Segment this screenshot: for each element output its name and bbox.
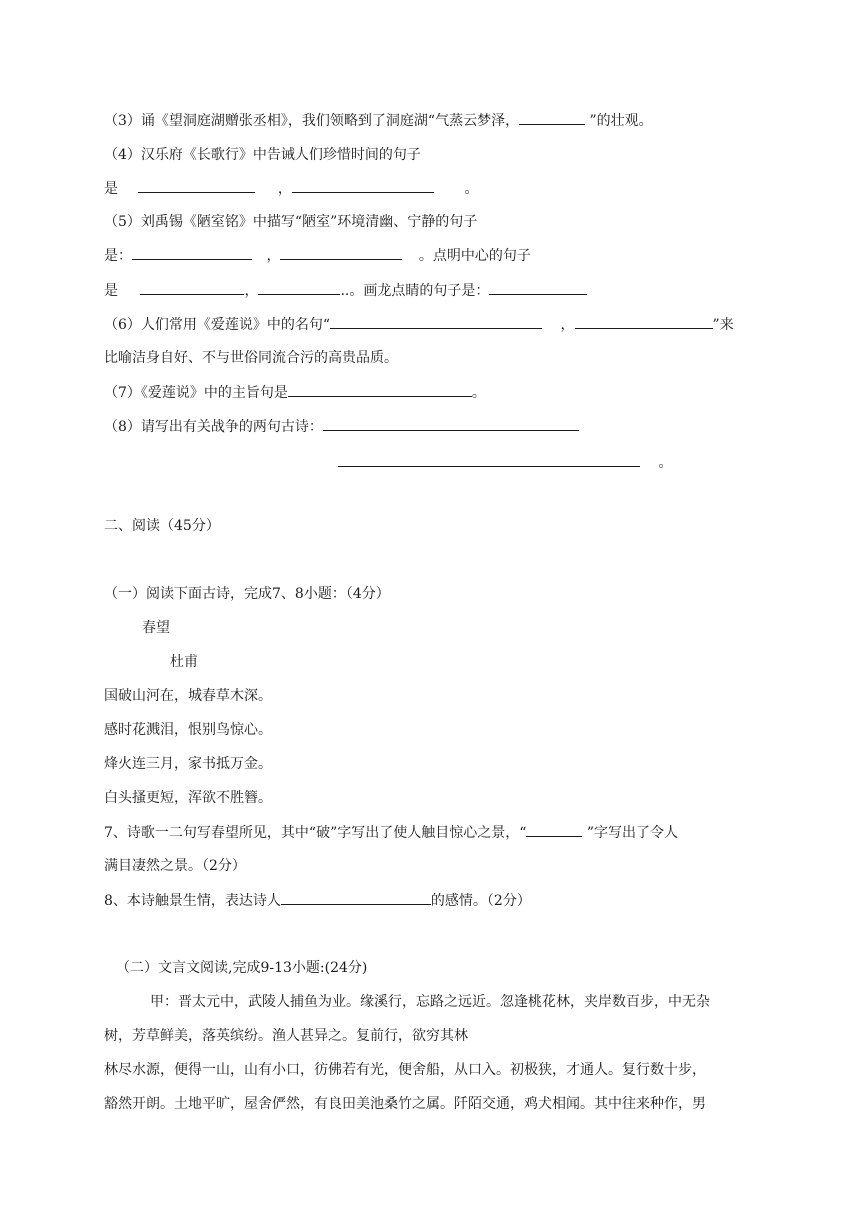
question-5-comma-2: ，	[244, 283, 259, 299]
poem-line: 烽火连三月，家书抵万金。	[104, 756, 272, 772]
poem-line: 白头搔更短，浑欲不胜簪。	[104, 790, 272, 806]
question-7-stem-tail: ”字写出了令人	[582, 825, 678, 841]
question-6-comma: ，	[560, 317, 575, 333]
question-4-lead: 是	[104, 181, 118, 197]
question-3-text: （3）诵《望洞庭湖赠张丞相》，我们领略到了洞庭湖“气蒸云梦泽，	[104, 113, 520, 129]
part-2-intro: （二）文言文阅读,完成9-13小题:(24分)	[116, 960, 368, 976]
question-8-line-2	[338, 452, 672, 473]
question-8-stem-tail: 的感情。（2分）	[430, 893, 531, 909]
question-3-tail: ”的壮观。	[585, 113, 653, 129]
question-5-prompt: （5）刘禹锡《陋室铭》中描写“陋室”环境清幽、宁静的句子	[104, 214, 478, 230]
question-6-text: （6）人们常用《爱莲说》中的名句“	[104, 317, 331, 333]
answer-blank[interactable]	[338, 452, 640, 467]
question-4-answer-line	[104, 178, 478, 199]
answer-blank[interactable]	[281, 890, 431, 905]
question-7	[104, 822, 678, 843]
answer-blank[interactable]	[280, 245, 402, 260]
question-6	[104, 314, 734, 335]
answer-blank[interactable]	[323, 416, 579, 431]
answer-blank[interactable]	[330, 314, 542, 329]
poem-line: 感时花溅泪，恨别鸟惊心。	[104, 722, 272, 738]
answer-blank[interactable]	[138, 178, 255, 193]
question-6-line-2: 比喻洁身自好、不与世俗同流合污的高贵品质。	[104, 350, 398, 366]
question-7-stem: 7、诗歌一二句写春望所见，其中“破”字写出了使人触目惊心之景，“	[104, 825, 527, 841]
question-4-prompt: （4）汉乐府《长歌行》中告诫人们珍惜时间的句子	[104, 147, 421, 163]
answer-blank[interactable]	[288, 382, 472, 397]
question-4-end: 。	[464, 181, 479, 197]
question-5-lead: 是：	[104, 248, 132, 264]
answer-blank[interactable]	[575, 314, 713, 329]
answer-blank[interactable]	[489, 280, 587, 295]
passage-line: 豁然开朗。土地平旷，屋舍俨然，有良田美池桑竹之属。阡陌交通，鸡犬相闻。其中往来种作，男	[104, 1096, 706, 1112]
question-5-comma: ，	[266, 248, 281, 264]
passage-line: 林尽水源，便得一山，山有小口，彷佛若有光，便舍船，从口入。初极狭，才通人。复行数十步，	[104, 1062, 706, 1078]
question-5-answer-line-1	[104, 245, 531, 266]
answer-blank[interactable]	[519, 110, 585, 125]
question-8-stem: 8、本诗触景生情，表达诗人	[104, 893, 281, 909]
question-4-comma: ，	[277, 181, 292, 197]
answer-blank[interactable]	[258, 280, 340, 295]
answer-blank[interactable]	[292, 178, 434, 193]
question-7-line-2: 满目凄然之景。（2分）	[104, 858, 246, 874]
question-3	[104, 110, 653, 131]
passage-line: 树，芳草鲜美，落英缤纷。渔人甚异之。复前行，欲穷其林	[104, 1028, 468, 1044]
question-5-answer-line-2	[104, 280, 587, 301]
question-8	[104, 890, 531, 911]
answer-blank[interactable]	[132, 245, 252, 260]
question-8-war-poems	[104, 416, 579, 437]
part-1-intro: （一）阅读下面古诗，完成7、8小题：（4分）	[104, 586, 390, 602]
question-5-lead-2: 是	[104, 283, 118, 299]
question-8-end: 。	[658, 455, 673, 471]
question-7-text: （7）《爱莲说》中的主旨句是	[104, 385, 288, 401]
question-5-mid: 。点明中心的句子	[418, 248, 531, 264]
question-8-text: （8）请写出有关战争的两句古诗：	[104, 419, 323, 435]
poem-line: 国破山河在，城春草木深。	[104, 688, 272, 704]
question-5-dots: ..	[340, 283, 350, 299]
question-7-rhyme	[104, 382, 486, 403]
answer-blank[interactable]	[140, 280, 244, 295]
question-5-tail: 。画龙点睛的句子是：	[349, 283, 490, 299]
poem-author: 杜甫	[170, 654, 198, 670]
section-2-heading: 二、阅读（45分）	[104, 518, 220, 534]
question-7-end: 。	[471, 385, 486, 401]
answer-blank[interactable]	[526, 822, 582, 837]
poem-title: 春望	[142, 620, 170, 636]
passage-line: 甲：晋太元中，武陵人捕鱼为业。缘溪行，忘路之远近。忽逢桃花林，夹岸数百步，中无杂	[150, 994, 710, 1010]
question-6-tail: ”来	[712, 317, 734, 333]
